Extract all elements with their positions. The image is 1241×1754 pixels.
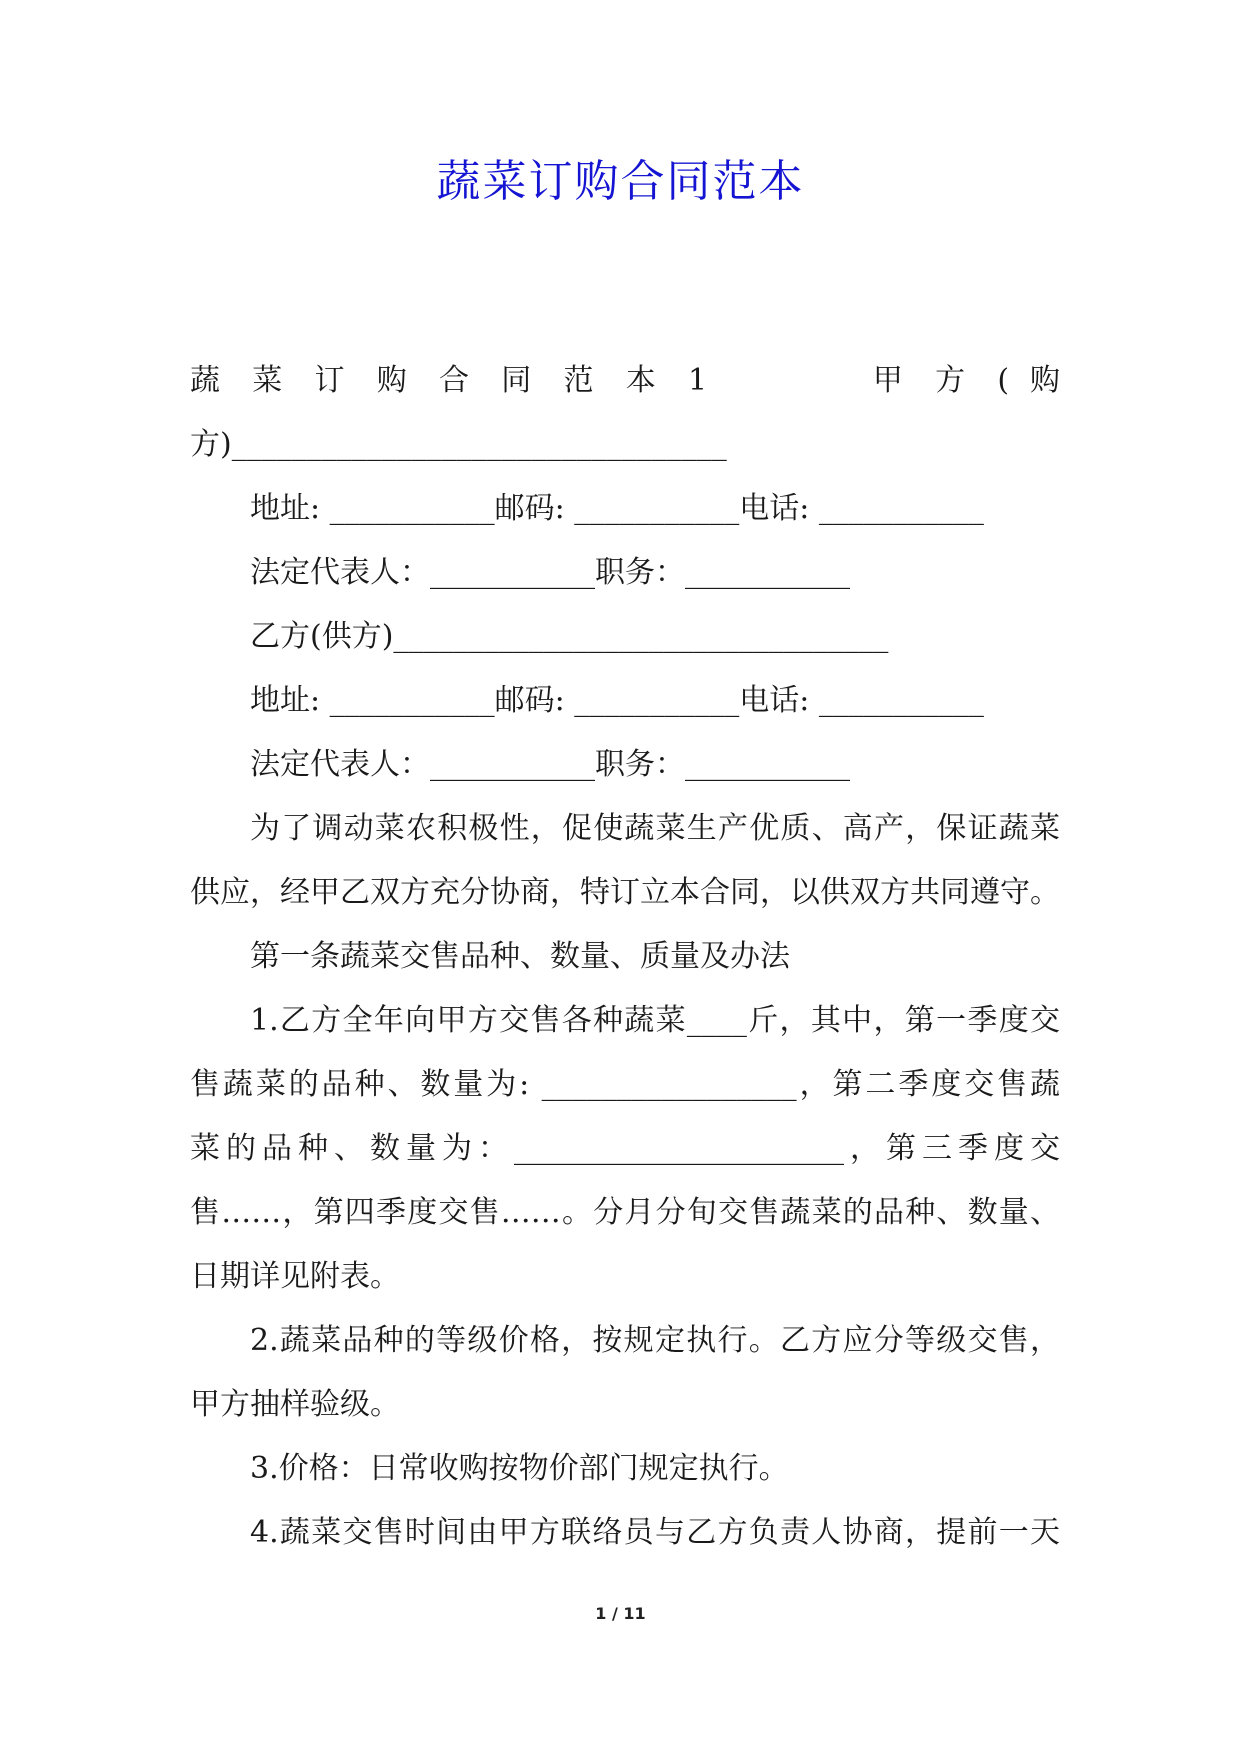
text-line: 菜的品种、数量为：______________________，第三季度交	[190, 1131, 1060, 1166]
text-line: 4.蔬菜交售时间由甲方联络员与乙方负责人协商，提前一天	[250, 1515, 1060, 1550]
text-line: 售……，第四季度交售……。分月分旬交售蔬菜的品种、数量、	[190, 1195, 1060, 1230]
text-line: 售蔬菜的品种、数量为: _________________，第二季度交售蔬	[190, 1067, 1060, 1102]
text-line: 2.蔬菜品种的等级价格，按规定执行。乙方应分等级交售，	[250, 1323, 1060, 1358]
text-line: 方)_________________________________	[190, 427, 727, 462]
text-line: 蔬 菜 订 购 合 同 范 本 1 甲 方 ( 购	[190, 363, 1060, 398]
text-line: 日期详见附表。	[190, 1259, 400, 1294]
text-line: 为了调动菜农积极性，促使蔬菜生产优质、高产，保证蔬菜	[250, 811, 1060, 846]
section-heading: 第一条蔬菜交售品种、数量、质量及办法	[250, 939, 790, 974]
page-number: 1 / 11	[595, 1604, 646, 1623]
text-line: 法定代表人：___________职务：___________	[250, 555, 850, 590]
text-line: 供应，经甲乙双方充分协商，特订立本合同，以供双方共同遵守。	[190, 875, 1060, 910]
page-title: 蔬菜订购合同范本	[436, 156, 805, 207]
text-line: 乙方(供方)_________________________________	[250, 619, 889, 654]
text-line: 甲方抽样验级。	[190, 1387, 400, 1422]
text-line: 地址: ___________邮码: ___________电话: ___________	[250, 683, 984, 718]
text-line: 法定代表人：___________职务：___________	[250, 747, 850, 782]
text-line: 地址: ___________邮码: ___________电话: ___________	[250, 491, 984, 526]
text-line: 3.价格：日常收购按物价部门规定执行。	[250, 1451, 789, 1486]
text-line: 1.乙方全年向甲方交售各种蔬菜____斤，其中，第一季度交	[250, 1003, 1060, 1038]
